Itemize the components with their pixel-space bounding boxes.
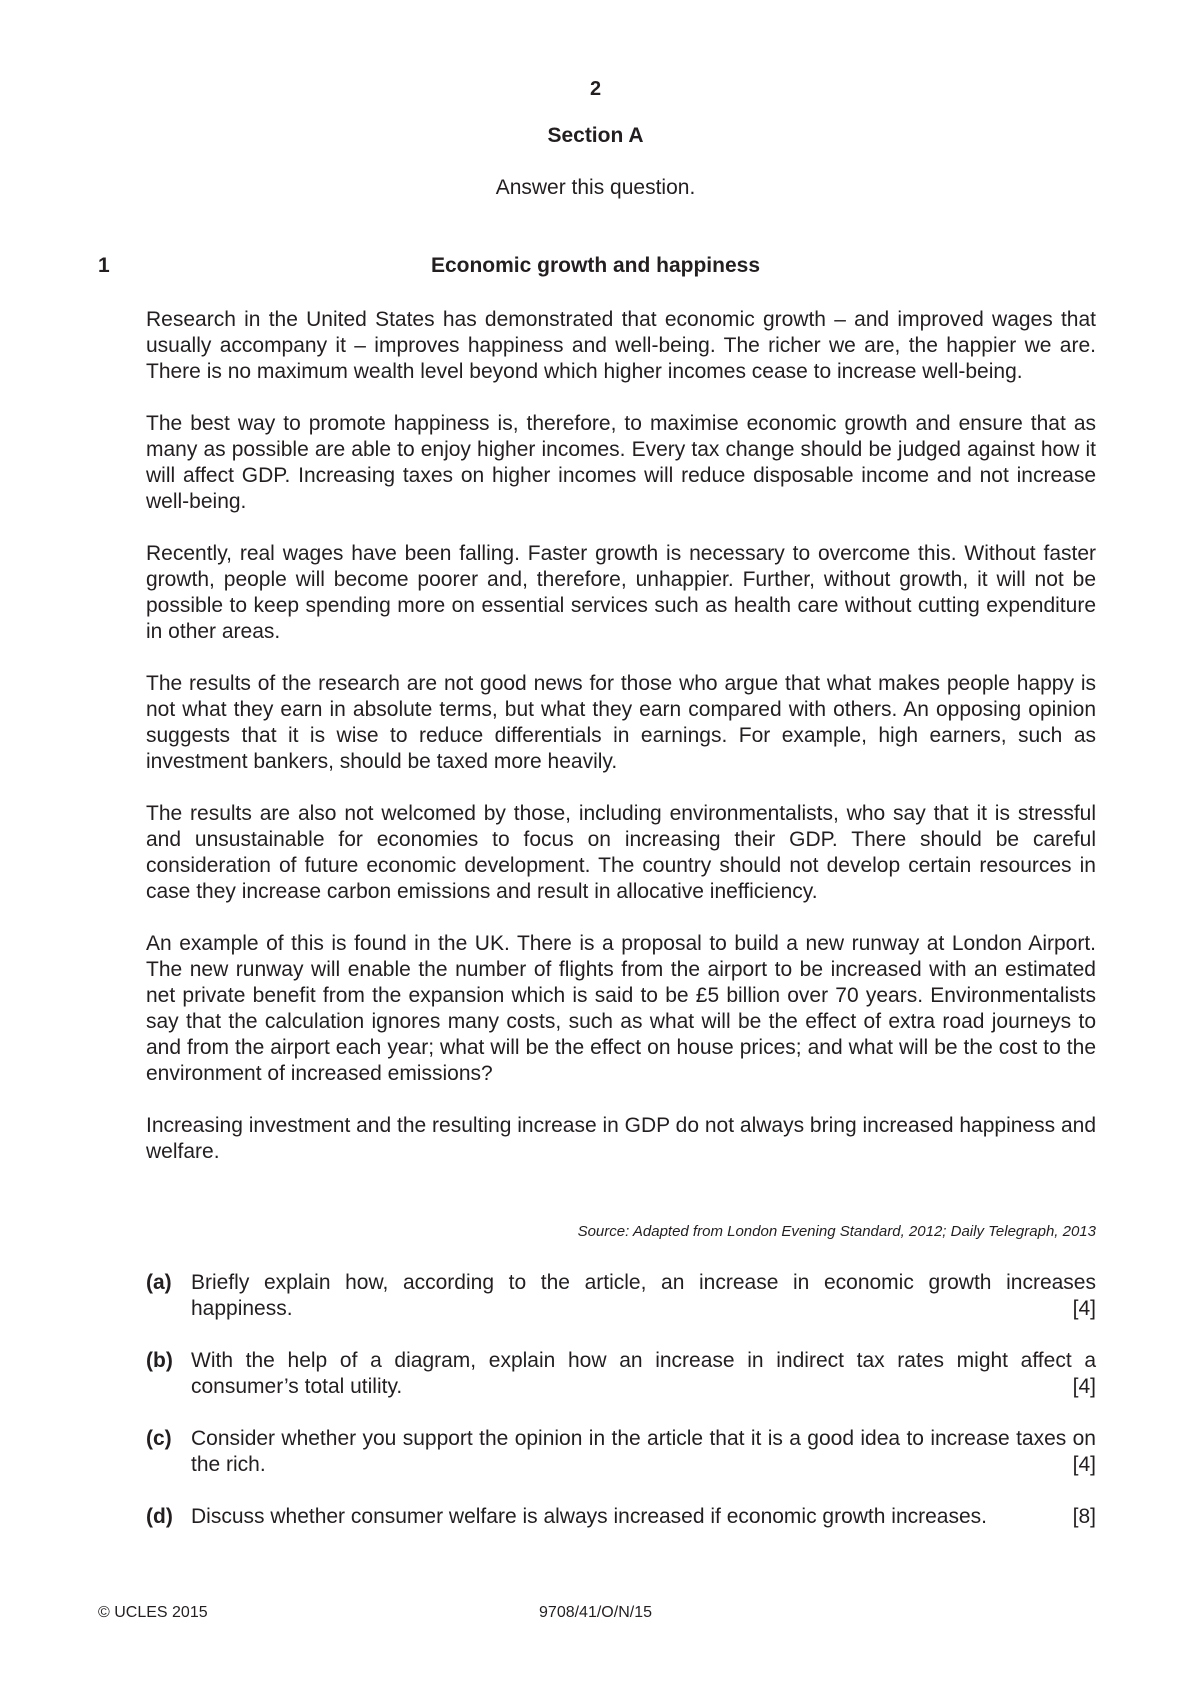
part-marks: [8]: [1072, 1505, 1096, 1528]
article-paragraph: The results of the research are not good news for those who argue that what makes people happy is not what they earn in absolute terms, but what they earn compared with others. An opposing opinion suggests that it is wise to reduce differentials in earnings. For example, high earners, such as investment bankers, should be taxed more heavily.: [146, 672, 1096, 773]
part-marks: [4]: [1072, 1453, 1096, 1476]
question-part-b: [146, 1348, 1096, 1400]
part-text: With the help of a diagram, explain how an increase in indirect tax rates might affect a consumer’s total utility. [4]: [191, 1349, 1096, 1398]
article-paragraph: Increasing investment and the resulting increase in GDP do not always bring increased happiness and welfare.: [146, 1114, 1096, 1163]
part-text: Discuss whether consumer welfare is always increased if economic growth increases.: [191, 1505, 987, 1528]
instruction: Answer this question.: [495, 176, 696, 199]
part-label: (a): [146, 1271, 172, 1294]
paper-code: 9708/41/O/N/15: [539, 1604, 652, 1621]
article-paragraph: An example of this is found in the UK. There is a proposal to build a new runway at London Airport. The new runway will enable the number of flights from the airport to be increased with an estimated net private benefit from the expansion which is said to be £5 billion over 70 years. Environmentalists say that the calculation ignores many costs, such as what will be the effect of extra road journeys to and from the airport each year; what will be the effect on house prices; and what will be the cost to the environment of increased emissions?: [146, 932, 1096, 1085]
article-paragraph: The results are also not welcomed by those, including environmentalists, who say that it is stressful and unsustainable for economies to focus on increasing their GDP. There should be careful consideration of future economic development. The country should not develop certain resources in case they increase carbon emissions and result in allocative inefficiency.: [146, 802, 1096, 903]
page-number: 2: [589, 78, 602, 100]
copyright: © UCLES 2015: [98, 1604, 208, 1621]
question-part-c: [146, 1426, 1096, 1478]
part-label: (c): [146, 1427, 172, 1450]
part-text: Consider whether you support the opinion in the article that it is a good idea to increase taxes on the rich. [4]: [191, 1427, 1096, 1476]
question-part-d: [146, 1504, 1096, 1530]
part-text: Briefly explain how, according to the article, an increase in economic growth increases happiness. [4]: [191, 1271, 1096, 1320]
section-title: Section A: [547, 124, 644, 147]
question-part-a: [146, 1270, 1096, 1322]
part-marks: [4]: [1072, 1297, 1096, 1320]
question-number: 1: [98, 254, 110, 277]
article-paragraph: Recently, real wages have been falling. Faster growth is necessary to overcome this. Without faster growth, people will become poorer and, therefore, unhappier. Further, without growth, it will not be possible to keep spending more on essential services such as health care without cutting expenditure in other areas.: [146, 542, 1096, 643]
part-label: (d): [146, 1505, 173, 1528]
article-paragraph: Research in the United States has demonstrated that economic growth – and improved wages that usually accompany it – improves happiness and well-being. The richer we are, the happier we are. There is no maximum wealth level beyond which higher incomes cease to increase well-being.: [146, 308, 1096, 383]
question-title: Economic growth and happiness: [430, 254, 761, 277]
article-paragraph: The best way to promote happiness is, therefore, to maximise economic growth and ensure that as many as possible are able to enjoy higher incomes. Every tax change should be judged against how it will affect GDP. Increasing taxes on higher incomes will reduce disposable income and not increase well-being.: [146, 412, 1096, 513]
part-label: (b): [146, 1349, 173, 1372]
part-marks: [4]: [1072, 1375, 1096, 1398]
source-citation: Source: Adapted from London Evening Standard, 2012; Daily Telegraph, 2013: [577, 1223, 1096, 1240]
question-parts: [146, 1270, 1096, 1556]
article: [146, 307, 1096, 1191]
